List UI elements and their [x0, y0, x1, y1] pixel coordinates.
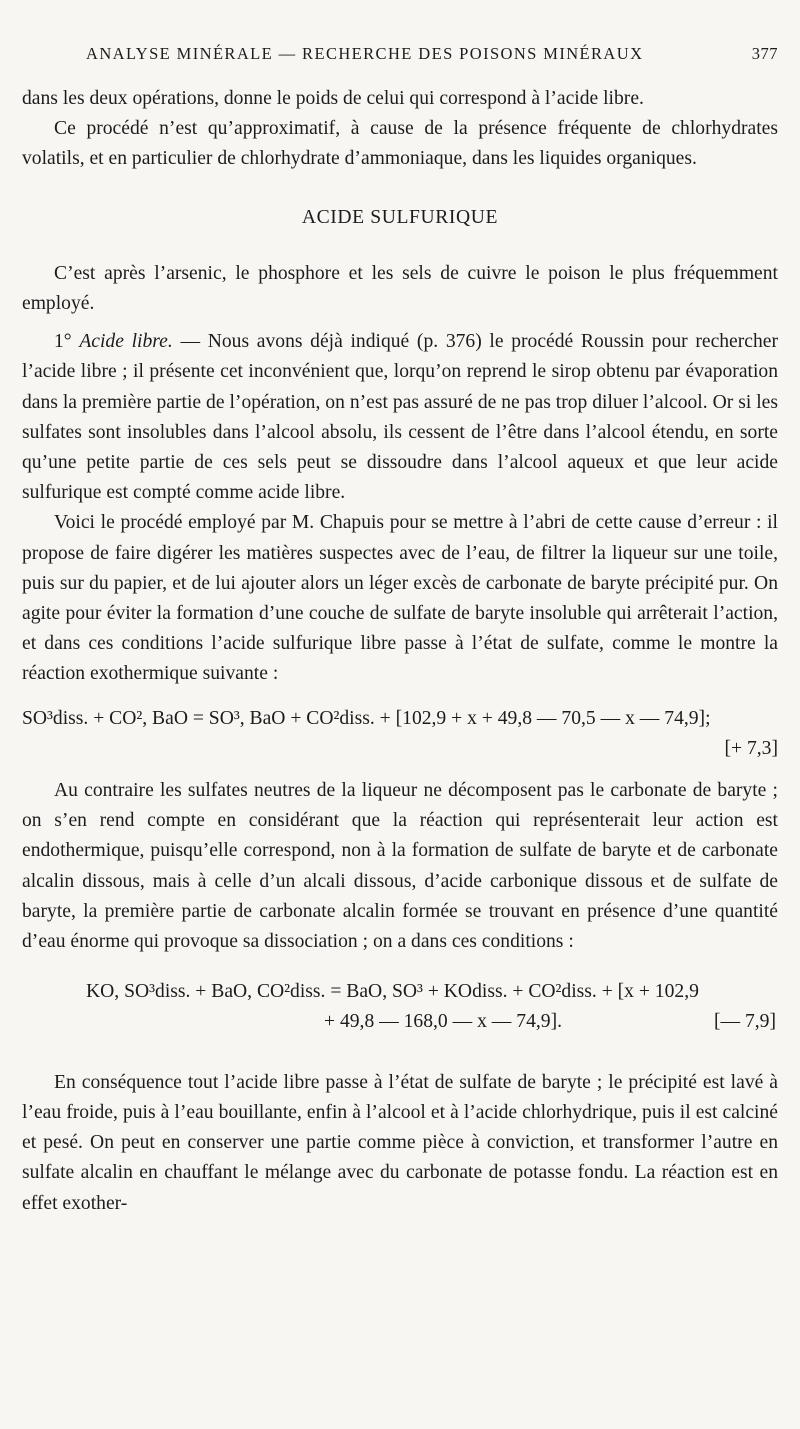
page-body [22, 84, 778, 1219]
equation-endothermic-line-1: KO, SO³diss. + BaO, CO²diss. = BaO, SO³ + KOdiss. + CO²diss. + [x + 102,9 [86, 981, 699, 1003]
equation-exothermic-result: [+ 7,3] [724, 737, 778, 759]
equation-endothermic-result: [— 7,9] [713, 1011, 776, 1033]
paragraph-acide-libre [22, 327, 778, 508]
paragraph-chapuis: Voici le procédé employé par M. Chapuis pour se mettre à l’abri de cette cause d’erreur : il propose de faire digérer les matières suspectes avec de l’eau, de filtrer la liqueur sur une toile, puis sur du papier, et de lui ajouter alors un léger excès de carbonate de baryte précipité pur. On agite pour éviter la formation d’une couche de sulfate de baryte insoluble qui arrêterait l’action, et dans ces conditions l’acide sulfurique libre passe à l’état de sulfate, comme le montre la réaction exothermique suivante : [22, 512, 778, 685]
equation-endothermic-line-2 [22, 1007, 778, 1037]
equation-endothermic [22, 977, 778, 1037]
section-title: ACIDE SULFURIQUE [301, 206, 499, 228]
paragraph-approximation: Ce procédé n’est qu’approximatif, à cause de la présence fréquente de chlorhydrates volatils, et en particulier de chlorhydrate d’ammoniaque, dans les liquides organiques. [22, 118, 778, 170]
paragraph-consequence: En conséquence tout l’acide libre passe à l’état de sulfate de baryte ; le précipité est lavé à l’eau froide, puis à l’eau bouillante, enfin à l’alcool et à l’acide chlorhydrique, puis il est calciné et pesé. On peut en conserver une partie comme pièce à conviction, et transformer l’autre en sulfate alcalin en chauffant le mélange avec du carbonate de potasse fondu. La réaction est en effet exother- [22, 1071, 778, 1214]
equation-endothermic-terms: + 49,8 — 168,0 — x — 74,9]. [324, 1011, 563, 1033]
page-number: 377 [751, 44, 778, 63]
paragraph-neutral-sulfates: Au contraire les sulfates neutres de la liqueur ne décomposent pas le carbonate de baryte ; on s’en rend compte en considérant que la réaction qui représenterait leur action est endothermique, puisqu’elle correspond, non à la formation de sulfate de baryte et de carbonate alcalin dissous, mais à celle d’un alcali dissous, d’acide carbonique dissous et de sulfate de baryte, la première partie de carbonate alcalin formée se trouvant en présence d’une quantité d’eau énorme qui provoque sa dissociation ; on a dans ces conditions : [22, 780, 778, 953]
running-title: ANALYSE MINÉRALE — RECHERCHE DES POISONS MINÉRAUX [86, 44, 644, 63]
item-heading: Acide libre. [79, 331, 173, 353]
running-header [86, 44, 778, 64]
equation-exothermic [22, 704, 778, 764]
paragraph-acide-libre-text: — Nous avons déjà indiqué (p. 376) le procédé Roussin pour rechercher l’acide libre ; il présente cet inconvénient que, lorqu’on reprend le sirop obtenu par évaporation dans la première partie de l’opération, on n’est pas assuré de ne pas trop diluer l’alcool. Or si les sulfates sont insolubles dans l’alcool absolu, ils cessent de l’être dans l’alcool étendu, en sorte qu’une petite partie de ces sels peut se dissoudre dans l’alcool aqueux et que leur acide sulfurique est compté comme acide libre. [22, 331, 778, 504]
paragraph-intro: C’est après l’arsenic, le phosphore et les sels de cuivre le poison le plus fréquemment employé. [22, 262, 778, 315]
item-number: 1° [54, 331, 80, 353]
paragraph-continuation: dans les deux opérations, donne le poids de celui qui correspond à l’acide libre. [22, 88, 644, 109]
equation-exothermic-line-1: SO³diss. + CO², BaO = SO³, BaO + CO²diss. + [102,9 + x + 49,8 — 70,5 — x — 74,9]; [22, 707, 711, 729]
